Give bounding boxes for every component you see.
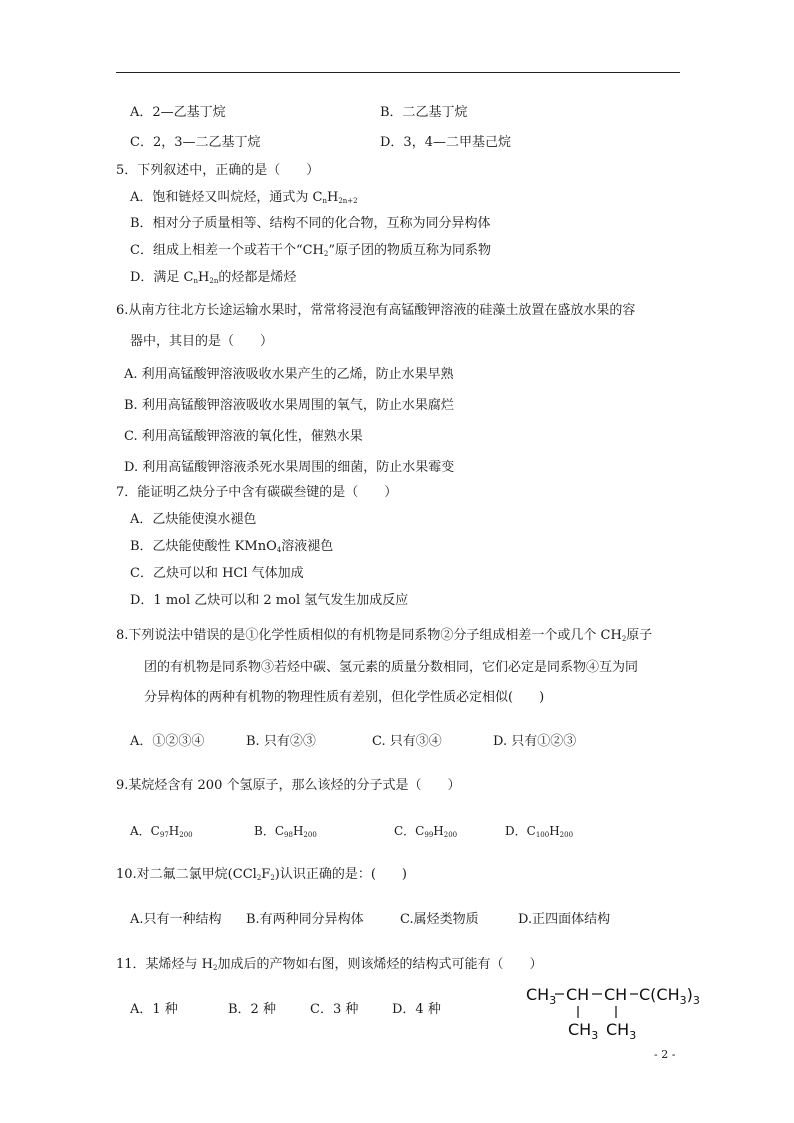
q7-option-c: C．乙炔可以和 HCl 气体加成 — [130, 566, 304, 581]
page-number: - 2 - — [654, 1048, 676, 1061]
q9-option-a: A．$C_{97}H_{200}$ — [130, 824, 193, 839]
q10-option-b: B.有两种同分异构体 — [246, 912, 364, 927]
q8-option-b: B. 只有②③ — [246, 734, 316, 749]
ch-carbon-2: CH — [604, 985, 628, 1004]
q11-option-a: A．1 种 — [130, 1002, 178, 1017]
q7-option-a: A．乙炔能使溴水褪色 — [130, 512, 257, 527]
q6-option-b: B. 利用高锰酸钾溶液吸收水果周围的氧气，防止水果腐烂 — [124, 398, 454, 413]
ch-carbon-1: CH — [566, 985, 590, 1004]
q9-option-d: D．$C_{100}H_{200}$ — [505, 824, 574, 839]
q11-option-c: C．3 种 — [310, 1002, 359, 1017]
q7-stem: 7．能证明乙炔分子中含有碳碳叁键的是（ ） — [116, 485, 398, 500]
q6-option-d: D. 利用高锰酸钾溶液杀死水果周围的细菌，防止水果霉变 — [124, 460, 455, 475]
q9-option-b: B．$C_{98}H_{200}$ — [254, 824, 317, 839]
q8-stem-line1: 8.下列说法中错误的是①化学性质相似的有机物是同系物②分子组成相差一个或几个 $CH_2$原子 — [116, 628, 653, 643]
q5-option-d: D．满足 $C_nH_{2n}$的烃都是烯烃 — [130, 270, 297, 285]
q11-option-d: D．4 种 — [392, 1002, 441, 1017]
q5-stem: 5．下列叙述中，正确的是（ ） — [116, 163, 320, 178]
q6-option-a: A. 利用高锰酸钾溶液吸收水果产生的乙烯，防止水果早熟 — [124, 367, 454, 382]
ch3-branch-1: $CH_3$ — [568, 1020, 599, 1042]
q8-option-c: C. 只有③④ — [372, 734, 442, 749]
q5-option-b: B．相对分子质量相等、结构不同的化合物，互称为同分异构体 — [130, 216, 491, 231]
q6-stem-line1: 6.从南方往北方长途运输水果时，常常将浸泡有高锰酸钾溶液的硅藻土放置在盛放水果的容 — [116, 303, 636, 318]
structural-formula — [526, 982, 700, 1044]
q10-stem: 10.对二氟二氯甲烷$(CCl_2F_2)$认识正确的是：( ) — [116, 867, 407, 882]
q6-stem-line2: 器中，其目的是（ ） — [130, 334, 274, 349]
q8-option-a: A．①②③④ — [130, 734, 205, 749]
q4-option-c: C．2，3—二乙基丁烷 — [130, 135, 261, 150]
q11-stem: 11．某烯烃与 $H_2$加成后的产物如右图，则该烯烃的结构式可能有（ ） — [116, 957, 543, 972]
q9-option-c: C．$C_{99}H_{200}$ — [394, 824, 458, 839]
q5-option-a: A．饱和链烃又叫烷烃，通式为 $C_nH_{2n+2}$ — [130, 190, 358, 205]
q4-option-b: B．二乙基丁烷 — [380, 105, 468, 120]
q8-stem-line2: 团的有机物是同系物③若烃中碳、氢元素的质量分数相同，它们必定是同系物④互为同 — [144, 660, 639, 675]
q4-option-a: A．2—乙基丁烷 — [130, 105, 226, 120]
q9-stem: 9.某烷烃含有 200 个氢原子，那么该烃的分子式是（ ） — [116, 778, 461, 793]
q11-option-b: B．2 种 — [228, 1002, 276, 1017]
ch3-branch-2: $CH_3$ — [606, 1020, 637, 1042]
q5-option-c: C．组成上相差一个或若干个“$CH_2$”原子团的物质互称为同系物 — [130, 243, 492, 258]
q7-option-b: B．乙炔能使酸性 KMnO$_4$溶液褪色 — [130, 539, 334, 554]
q8-option-d: D. 只有①②③ — [493, 734, 577, 749]
q4-option-d: D．3，4—二甲基己烷 — [380, 135, 511, 150]
ch3-left: $CH_3$ — [526, 985, 557, 1007]
q8-stem-line3: 分异构体的两种有机物的物理性质有差别，但化学性质必定相似( ) — [144, 690, 545, 705]
q10-option-a: A.只有一种结构 — [130, 912, 222, 927]
q10-option-d: D.正四面体结构 — [518, 912, 611, 927]
header-rule — [116, 72, 680, 73]
q10-option-c: C.属烃类物质 — [400, 912, 479, 927]
q7-option-d: D．1 mol 乙炔可以和 2 mol 氢气发生加成反应 — [130, 593, 409, 608]
q6-option-c: C. 利用高锰酸钾溶液的氧化性，催熟水果 — [124, 429, 363, 444]
tert-butyl-group: $C(CH_3)_3$ — [639, 985, 700, 1007]
